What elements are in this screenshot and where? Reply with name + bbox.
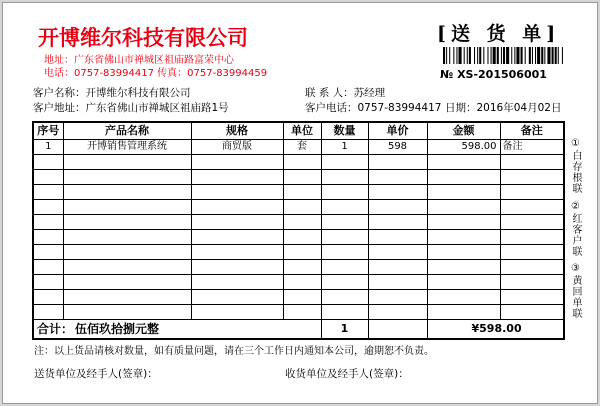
row-price	[368, 305, 427, 320]
table-header-row	[33, 122, 564, 140]
barcode-bar	[558, 47, 559, 64]
document-number: № XS-201506001	[440, 68, 547, 81]
row-spec	[191, 305, 283, 320]
table-row	[33, 245, 564, 260]
row-note	[500, 215, 564, 230]
row-price	[368, 215, 427, 230]
barcode-bar	[529, 47, 531, 64]
barcode-bar	[501, 47, 502, 64]
row-amount	[427, 200, 500, 215]
row-qty: 1	[321, 140, 368, 155]
row-amount	[427, 230, 500, 245]
barcode-bar	[477, 47, 478, 64]
customer-phone-label: 客户电话：	[305, 102, 358, 114]
customer-name-label: 客户名称：	[33, 87, 86, 99]
barcode-bar	[552, 47, 554, 64]
row-seq	[33, 155, 63, 170]
table-row	[33, 170, 564, 185]
barcode-bar	[532, 47, 533, 64]
copy-text: 黄回单联	[570, 275, 581, 319]
total-label: 合计：	[37, 322, 74, 336]
copy-num: ②	[570, 201, 581, 213]
row-amount	[427, 260, 500, 275]
row-price	[368, 260, 427, 275]
row-seq: 1	[33, 140, 63, 155]
customer-address-label: 客户地址：	[33, 102, 86, 114]
row-qty	[321, 200, 368, 215]
row-unit	[283, 215, 321, 230]
barcode-bar	[487, 47, 488, 64]
row-qty	[321, 215, 368, 230]
total-amount-words: 伍佰玖拾捌元整	[75, 322, 160, 336]
barcode-bar	[516, 47, 519, 64]
row-product	[63, 170, 191, 185]
row-spec	[191, 275, 283, 290]
copy-num: ③	[570, 263, 581, 275]
barcode-bar	[459, 47, 462, 64]
row-note	[500, 245, 564, 260]
row-unit: 套	[283, 140, 321, 155]
row-unit	[283, 275, 321, 290]
header-seq: 序号	[33, 122, 63, 140]
barcode-bar	[479, 47, 481, 64]
barcode-bar	[446, 47, 447, 64]
total-row	[33, 320, 564, 340]
barcode-bar	[491, 47, 492, 64]
row-amount	[427, 170, 500, 185]
row-seq	[33, 245, 63, 260]
row-price	[368, 275, 427, 290]
barcode-bar	[514, 47, 515, 64]
customer-phone-row	[305, 102, 441, 115]
row-amount	[427, 245, 500, 260]
row-unit	[283, 185, 321, 200]
row-note: 备注	[500, 140, 564, 155]
barcode	[443, 47, 565, 64]
copy-text: 白存根联	[570, 150, 581, 194]
total-label-cell	[33, 320, 321, 340]
row-note	[500, 275, 564, 290]
row-unit	[283, 230, 321, 245]
barcode-bar	[464, 47, 465, 64]
copy-text: 红客户联	[570, 213, 581, 257]
total-amount: ¥598.00	[427, 320, 564, 340]
row-price	[368, 185, 427, 200]
barcode-bar	[525, 47, 526, 64]
barcode-bar	[467, 47, 468, 64]
barcode-bar	[483, 47, 484, 64]
row-note	[500, 185, 564, 200]
disclaimer-note: 注：以上货品请核对数量，如有质量问题，请在三个工作日内通知本公司，逾期恕不负责。	[34, 346, 434, 357]
row-spec	[191, 215, 283, 230]
barcode-bar	[511, 47, 512, 64]
row-qty	[321, 275, 368, 290]
table-row	[33, 260, 564, 275]
barcode-bar	[443, 47, 445, 64]
row-seq	[33, 260, 63, 275]
row-unit	[283, 305, 321, 320]
total-qty: 1	[321, 320, 368, 340]
row-qty	[321, 185, 368, 200]
row-seq	[33, 275, 63, 290]
customer-name: 开博维尔科技有限公司	[85, 87, 191, 99]
date-row	[445, 102, 561, 115]
row-product	[63, 200, 191, 215]
row-spec: 商贸版	[191, 140, 283, 155]
row-product	[63, 305, 191, 320]
barcode-bar	[497, 47, 499, 64]
barcode-bar	[547, 47, 550, 64]
row-seq	[33, 185, 63, 200]
row-seq	[33, 305, 63, 320]
barcode-bar	[537, 47, 540, 64]
header-price: 单价	[368, 122, 427, 140]
company-name: 开博维尔科技有限公司	[38, 25, 248, 50]
barcode-bar	[544, 47, 545, 64]
row-product	[63, 275, 191, 290]
row-product	[63, 245, 191, 260]
copy-num: ①	[570, 138, 581, 150]
row-note	[500, 260, 564, 275]
row-spec	[191, 200, 283, 215]
table-row	[33, 275, 564, 290]
row-price	[368, 170, 427, 185]
row-qty	[321, 155, 368, 170]
row-note	[500, 155, 564, 170]
row-qty	[321, 305, 368, 320]
company-address: 地址：广东省佛山市禅城区祖庙路富荣中心	[44, 55, 234, 66]
row-amount	[427, 275, 500, 290]
row-spec	[191, 230, 283, 245]
row-amount	[427, 215, 500, 230]
row-price	[368, 290, 427, 305]
row-qty	[321, 260, 368, 275]
date-label: 日期：	[445, 102, 477, 114]
row-unit	[283, 290, 321, 305]
receiver-signature-label: 收货单位及经手人(签章)：	[285, 368, 409, 380]
row-price	[368, 155, 427, 170]
customer-name-row	[33, 87, 191, 100]
header-product: 产品名称	[63, 122, 191, 140]
copy-label-stub	[569, 138, 581, 194]
customer-address-row	[33, 102, 229, 115]
row-price	[368, 245, 427, 260]
barcode-bar	[506, 47, 509, 64]
row-spec	[191, 170, 283, 185]
table-row	[33, 230, 564, 245]
row-price	[368, 230, 427, 245]
row-product	[63, 155, 191, 170]
table-row	[33, 290, 564, 305]
table-row	[33, 185, 564, 200]
barcode-bar	[562, 47, 563, 64]
row-note	[500, 230, 564, 245]
header-unit: 单位	[283, 122, 321, 140]
barcode-bar	[503, 47, 505, 64]
row-spec	[191, 290, 283, 305]
table-row	[33, 140, 564, 155]
barcode-bar	[469, 47, 471, 64]
row-note	[500, 305, 564, 320]
table-row	[33, 155, 564, 170]
row-seq	[33, 215, 63, 230]
copy-label-receipt	[569, 263, 581, 319]
items-table	[32, 121, 565, 340]
contact-person: 苏经理	[353, 87, 386, 99]
row-spec	[191, 185, 283, 200]
table-row	[33, 200, 564, 215]
row-spec	[191, 260, 283, 275]
row-amount	[427, 155, 500, 170]
header-note: 备注	[500, 122, 564, 140]
barcode-bar	[456, 47, 457, 64]
barcode-bar	[555, 47, 557, 64]
barcode-bar	[474, 47, 475, 64]
row-note	[500, 200, 564, 215]
barcode-bar	[453, 47, 454, 64]
row-price	[368, 200, 427, 215]
barcode-bar	[535, 47, 536, 64]
row-seq	[33, 230, 63, 245]
row-qty	[321, 170, 368, 185]
row-unit	[283, 155, 321, 170]
row-note	[500, 170, 564, 185]
row-spec	[191, 155, 283, 170]
table-row	[33, 305, 564, 320]
barcode-bar	[521, 47, 523, 64]
header-qty: 数量	[321, 122, 368, 140]
row-unit	[283, 245, 321, 260]
contact-label: 联 系 人：	[305, 87, 354, 99]
row-amount: 598.00	[427, 140, 500, 155]
row-amount	[427, 305, 500, 320]
row-unit	[283, 170, 321, 185]
row-amount	[427, 290, 500, 305]
header-spec: 规格	[191, 122, 283, 140]
row-seq	[33, 290, 63, 305]
row-note	[500, 290, 564, 305]
barcode-bar	[541, 47, 543, 64]
row-unit	[283, 260, 321, 275]
row-qty	[321, 230, 368, 245]
row-unit	[283, 200, 321, 215]
row-product	[63, 185, 191, 200]
row-product	[63, 230, 191, 245]
row-product	[63, 215, 191, 230]
barcode-bar	[493, 47, 496, 64]
row-product	[63, 260, 191, 275]
row-qty	[321, 290, 368, 305]
table-body	[33, 140, 564, 320]
copy-label-customer	[569, 201, 581, 257]
row-product: 开博销售管理系统	[63, 140, 191, 155]
row-seq	[33, 200, 63, 215]
row-product	[63, 290, 191, 305]
row-amount	[427, 185, 500, 200]
table-row	[33, 215, 564, 230]
document-title: [送 货 单]	[437, 23, 561, 45]
customer-address: 广东省佛山市禅城区祖庙路1号	[85, 102, 229, 114]
barcode-bar	[449, 47, 450, 64]
customer-phone: 0757-83994417	[357, 102, 442, 114]
date-value: 2016年04月02日	[476, 102, 562, 114]
sender-signature-label: 送货单位及经手人(签章)：	[34, 368, 158, 380]
row-price: 598	[368, 140, 427, 155]
row-seq	[33, 170, 63, 185]
company-phone-fax: 电话：0757-83994417 传真：0757-83994459	[44, 68, 268, 79]
row-qty	[321, 245, 368, 260]
header-amount: 金额	[427, 122, 500, 140]
customer-contact-row	[305, 87, 385, 100]
total-price-empty	[368, 320, 427, 340]
row-spec	[191, 245, 283, 260]
